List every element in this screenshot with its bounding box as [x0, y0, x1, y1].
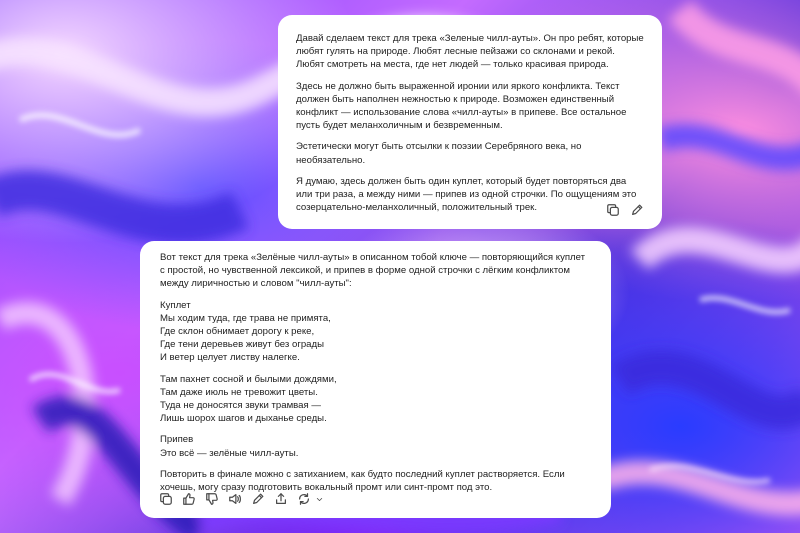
assistant-outro: Повторить в финале можно с затиханием, как будто последний куплет растворяется. Если хочешь, могу сразу подготовить вокальный промт или синт-промт под это. [160, 468, 565, 494]
verse-line: Где склон обнимает дорогу к реке, [160, 326, 315, 338]
chorus-heading: Припев [160, 434, 194, 446]
chevron-down-icon[interactable] [312, 492, 326, 506]
refresh-icon[interactable] [297, 492, 311, 506]
user-paragraph-3: Эстетически могут быть отсылки к поэзии Серебряного века, но необязательно. [296, 141, 582, 166]
verse-line: Где тени деревьев живут без ограды [160, 339, 324, 351]
speaker-icon[interactable] [228, 492, 242, 506]
user-message-bubble [278, 15, 662, 229]
assistant-message-actions [159, 492, 326, 506]
verse-line: И ветер целует листву налегке. [160, 352, 300, 364]
assistant-message-bubble [140, 241, 611, 518]
thumbs-up-icon[interactable] [182, 492, 196, 506]
user-message-actions [606, 203, 644, 217]
thumbs-down-icon[interactable] [205, 492, 219, 506]
pencil-icon[interactable] [251, 492, 265, 506]
pencil-icon[interactable] [630, 203, 644, 217]
user-paragraph-2: Здесь не должно быть выраженной иронии или яркого конфликта. Текст должен быть наполнен нежностью к природе. Возможен единственный конфликт — использование слова «чилл-ауты» в припеве. Все остальное пусть будет меланхоличным и безвременным. [296, 80, 627, 132]
chorus-block [160, 433, 591, 459]
verse-line: Лишь шорох шагов и дыханье среды. [160, 413, 327, 425]
user-paragraph-1: Давай сделаем текст для трека «Зеленые чилл-ауты». Он про ребят, которые любят гулять на природе. Любят лесные пейзажи со склонами и рекой. Любят смотреть на места, где нет людей — только красивая природа. [296, 33, 644, 71]
verse-line: Мы ходим туда, где трава не примята, [160, 312, 331, 324]
copy-icon[interactable] [159, 492, 173, 506]
copy-icon[interactable] [606, 203, 620, 217]
share-icon[interactable] [274, 492, 288, 506]
verse-line: Там пахнет сосной и былыми дождями, [160, 373, 337, 385]
verse-block-1 [160, 299, 591, 365]
chorus-line: Это всё — зелёные чилл-ауты. [160, 447, 299, 459]
verse-block-2 [160, 373, 591, 426]
regenerate-button[interactable] [297, 492, 326, 506]
verse-line: Туда не доносятся звуки трамвая — [160, 400, 321, 412]
user-paragraph-4: Я думаю, здесь должен быть один куплет, который будет повторяться два или три раза, а между ними — припев из одной строчки. По ощущениям это созерцательно-меланхоличный, положительный трек. [296, 175, 637, 214]
verse-line: Там даже июль не тревожит цветы. [160, 386, 318, 398]
verse-heading: Куплет [160, 299, 191, 311]
assistant-intro: Вот текст для трека «Зелёные чилл-ауты» в описанном тобой ключе — повторяющийся куплет с простой, но чувственной лексикой, и припев в форме одной строчки с лёгким конфликтом между лиричностью и словом "чилл-ауты": [160, 252, 586, 290]
